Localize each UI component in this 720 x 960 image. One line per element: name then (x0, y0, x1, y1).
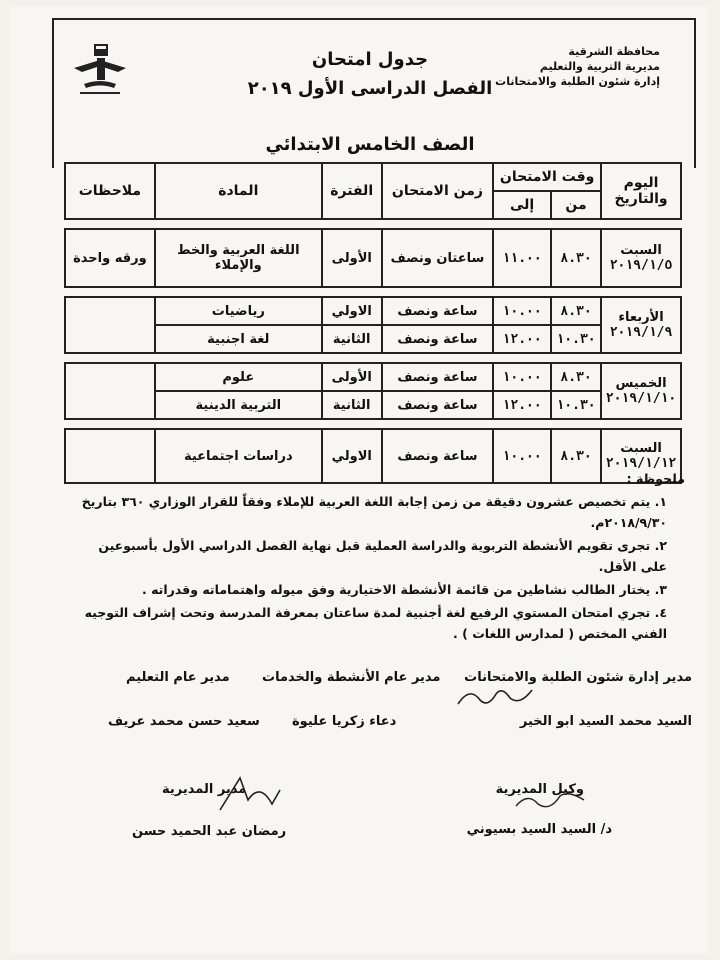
handwritten-signature-icon (510, 786, 590, 814)
header-exam-time: وقت الامتحان (493, 163, 601, 191)
table-row (65, 325, 681, 353)
signature-name: رمضان عبد الحميد حسن (132, 824, 287, 839)
term-title: الفصل الدراسى الأول ٢٠١٩ (247, 78, 493, 99)
subject-cell: علوم (155, 363, 322, 391)
note-cell (65, 363, 155, 419)
signature-name: د/ السيد السيد بسيوني (466, 822, 612, 837)
table-row (65, 297, 681, 325)
document-title: جدول امتحان (311, 49, 429, 70)
note-item: ٣. يختار الطالب نشاطين من قائمة الأنشطة الاختيارية وفق ميوله واهتماماته وقدراته . (141, 582, 667, 597)
day-date: ٢٠١٩/١/٩ (609, 325, 673, 340)
day-name: السبت (620, 243, 662, 258)
note-item: ٢. تجرى تقويم الأنشطة التربوية والدراسة العملية قبل نهاية الفصل الدراسي الأول بأسبوعين على الأقل. (98, 538, 667, 574)
duration-cell: ساعة ونصف (382, 391, 494, 419)
signature-title: مدير إدارة شئون الطلبة والامتحانات (464, 670, 692, 685)
subject-cell: رياضيات (155, 297, 322, 325)
governorate: محافظة الشرقية (568, 45, 660, 58)
header-duration: زمن الامتحان (382, 163, 494, 219)
period-cell: الأولى (322, 229, 382, 287)
day-name: الأربعاء (618, 310, 664, 325)
day-date: ٢٠١٩/١/١٠ (605, 391, 677, 406)
header-subject: المادة (155, 163, 322, 219)
title-block (220, 46, 520, 104)
header-period: الفترة (322, 163, 382, 219)
handwritten-signature-icon (210, 770, 290, 820)
day-cell (601, 229, 681, 287)
header-to: إلى (493, 191, 551, 219)
handwritten-signature-icon (450, 682, 540, 712)
subject-cell: التربية الدينية (155, 391, 322, 419)
directorate: مديرية التربية والتعليم (539, 60, 660, 73)
period-cell: الاولي (322, 297, 382, 325)
notes-heading: ملحوظة : (626, 471, 685, 486)
signature-title: مدير عام الأنشطة والخدمات (262, 670, 441, 685)
duration-cell: ساعتان ونصف (382, 229, 494, 287)
period-cell: الثانية (322, 325, 382, 353)
notes-section (70, 468, 685, 646)
exam-schedule-table (64, 162, 682, 484)
duration-cell: ساعة ونصف (382, 325, 494, 353)
to-cell: ١٠.٠٠ (493, 363, 551, 391)
subject-cell: لغة اجنبية (155, 325, 322, 353)
subject-cell: دراسات اجتماعية (155, 429, 322, 483)
signature-title: مدير المديرية (162, 782, 247, 797)
to-cell: ١٢.٠٠ (493, 325, 551, 353)
to-cell: ١٠.٠٠ (493, 297, 551, 325)
subject-cell: اللغة العربية والخط والإملاء (155, 229, 322, 287)
day-date: ٢٠١٩/١/١٢ (605, 456, 677, 471)
day-cell (601, 297, 681, 353)
from-cell: ٨.٣٠ (551, 363, 601, 391)
header-from: من (551, 191, 601, 219)
table-row (65, 391, 681, 419)
signature-name: سعيد حسن محمد عريف (108, 714, 260, 729)
day-cell (601, 363, 681, 419)
period-cell: الاولي (322, 429, 382, 483)
signature-title: وكيل المديرية (495, 782, 584, 797)
day-name: الخميس (615, 376, 667, 391)
from-cell: ٨.٣٠ (551, 297, 601, 325)
from-cell: ٨.٣٠ (551, 429, 601, 483)
from-cell: ٨.٣٠ (551, 229, 601, 287)
from-cell: ١٠.٣٠ (551, 391, 601, 419)
from-cell: ١٠.٣٠ (551, 325, 601, 353)
department: إدارة شئون الطلبة والامتحانات (495, 75, 660, 88)
signature-title: مدير عام التعليم (126, 670, 230, 685)
header-day: اليوم والتاريخ (601, 163, 681, 219)
day-date: ٢٠١٩/١/٥ (609, 258, 673, 273)
period-cell: الأولى (322, 363, 382, 391)
duration-cell: ساعة ونصف (382, 297, 494, 325)
to-cell: ١٠.٠٠ (493, 429, 551, 483)
header-notes: ملاحظات (65, 163, 155, 219)
note-item: ٤. تجري امتحان المستوي الرفيع لغة أجنبية لمدة ساعتان بمعرفة المدرسة وتحت إشراف التوجيه الفني المختص ( لمدارس اللغات ) . (84, 605, 667, 641)
note-cell: ورقه واحدة (65, 229, 155, 287)
duration-cell: ساعة ونصف (382, 363, 494, 391)
duration-cell: ساعة ونصف (382, 429, 494, 483)
note-cell (65, 297, 155, 353)
note-item: ١. يتم تخصيص عشرون دقيقة من زمن إجابة اللغة العربية للإملاء وفقاً للقرار الوزاري ٣٦٠ بتاريخ ٢٠١٨/٩/٣٠م. (81, 494, 667, 530)
table-row (65, 363, 681, 391)
to-cell: ١١.٠٠ (493, 229, 551, 287)
signature-name: السيد محمد السيد ابو الخير (519, 714, 692, 729)
eagle-emblem-icon (70, 42, 130, 98)
grade-title: الصف الخامس الابتدائي (265, 134, 475, 155)
table-row (65, 229, 681, 287)
day-name: السبت (620, 441, 662, 456)
document-page (10, 6, 708, 954)
period-cell: الثانية (322, 391, 382, 419)
signature-name: دعاء زكريا عليوة (292, 714, 397, 729)
to-cell: ١٢.٠٠ (493, 391, 551, 419)
